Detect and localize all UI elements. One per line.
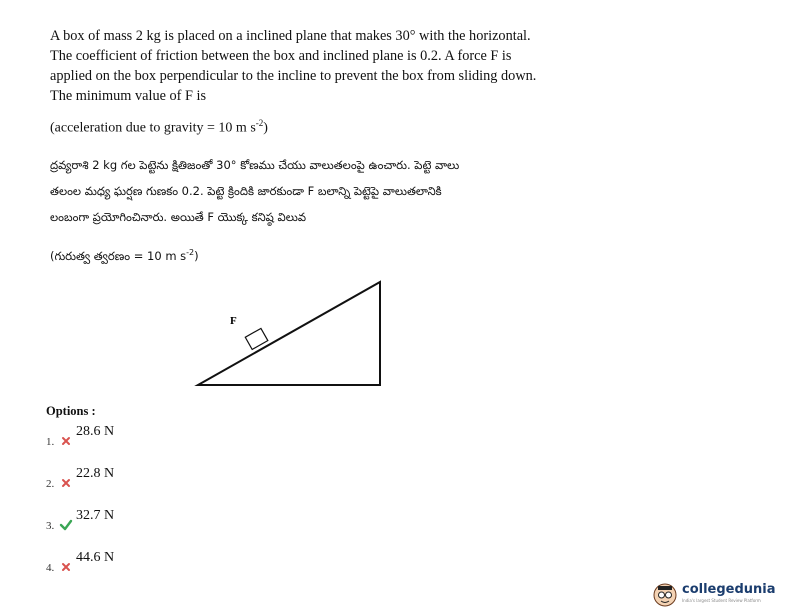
option-2[interactable] xyxy=(46,466,246,496)
incline-diagram xyxy=(190,270,390,392)
option-number: 3. xyxy=(46,520,55,532)
question-telugu xyxy=(50,152,595,230)
question-english xyxy=(50,26,590,106)
option-4[interactable] xyxy=(46,550,246,580)
acceleration-close: ) xyxy=(263,120,268,136)
inclined-plane xyxy=(198,282,380,385)
acceleration-note-telugu xyxy=(50,248,199,266)
option-3[interactable] xyxy=(46,508,246,538)
option-value: 44.6 N xyxy=(76,550,115,565)
check-icon xyxy=(59,518,73,532)
wrong-icon xyxy=(59,434,73,448)
option-number: 2. xyxy=(46,478,55,490)
acceleration-note xyxy=(50,118,268,137)
force-label: F xyxy=(230,315,237,327)
collegedunia-logo xyxy=(652,582,792,608)
logo-tagline: India's largest Student Review Platform xyxy=(682,598,761,603)
options-title: Options : xyxy=(46,404,96,418)
option-value: 28.6 N xyxy=(76,424,115,439)
acceleration-exponent: -2 xyxy=(255,118,264,128)
wrong-icon xyxy=(59,476,73,490)
option-value: 22.8 N xyxy=(76,466,115,481)
mascot-icon xyxy=(652,582,678,608)
option-1[interactable] xyxy=(46,424,246,454)
option-value: 32.7 N xyxy=(76,508,115,523)
telugu-accel-text: (గురుత్వ త్వరణం = 10 m s xyxy=(50,248,187,263)
telugu-line: లంబంగా ప్రయోగించినారు. అయితే F యొక్క కనిష్ఠ విలువ xyxy=(50,210,307,224)
question-line: The minimum value of F is xyxy=(50,88,207,104)
acceleration-text: (acceleration due to gravity = 10 m s xyxy=(50,120,256,136)
telugu-accel-exponent: -2 xyxy=(186,248,195,257)
telugu-line: తలంల మధ్య ఘర్షణ గుణకం 0.2. పెట్టె క్రిందికి జారకుండా F బలాన్ని పెట్టెపై వాలుతలానికి xyxy=(50,184,442,198)
question-line: A box of mass 2 kg is placed on a inclined plane that makes 30° with the horizontal. xyxy=(50,28,531,44)
telugu-line: ద్రవ్యరాశి 2 kg గల పెట్టెను క్షితిజంతో 30° కోణము చేయు వాలుతలంపై ఉంచారు. పెట్టె వాలు xyxy=(50,158,460,172)
question-line: applied on the box perpendicular to the incline to prevent the box from sliding down. xyxy=(50,68,537,84)
wrong-icon xyxy=(59,560,73,574)
logo-text: collegedunia xyxy=(682,582,776,597)
option-number: 1. xyxy=(46,436,55,448)
option-number: 4. xyxy=(46,562,55,574)
question-line: The coefficient of friction between the box and inclined plane is 0.2. A force F is xyxy=(50,48,512,64)
telugu-accel-close: ) xyxy=(194,248,199,263)
